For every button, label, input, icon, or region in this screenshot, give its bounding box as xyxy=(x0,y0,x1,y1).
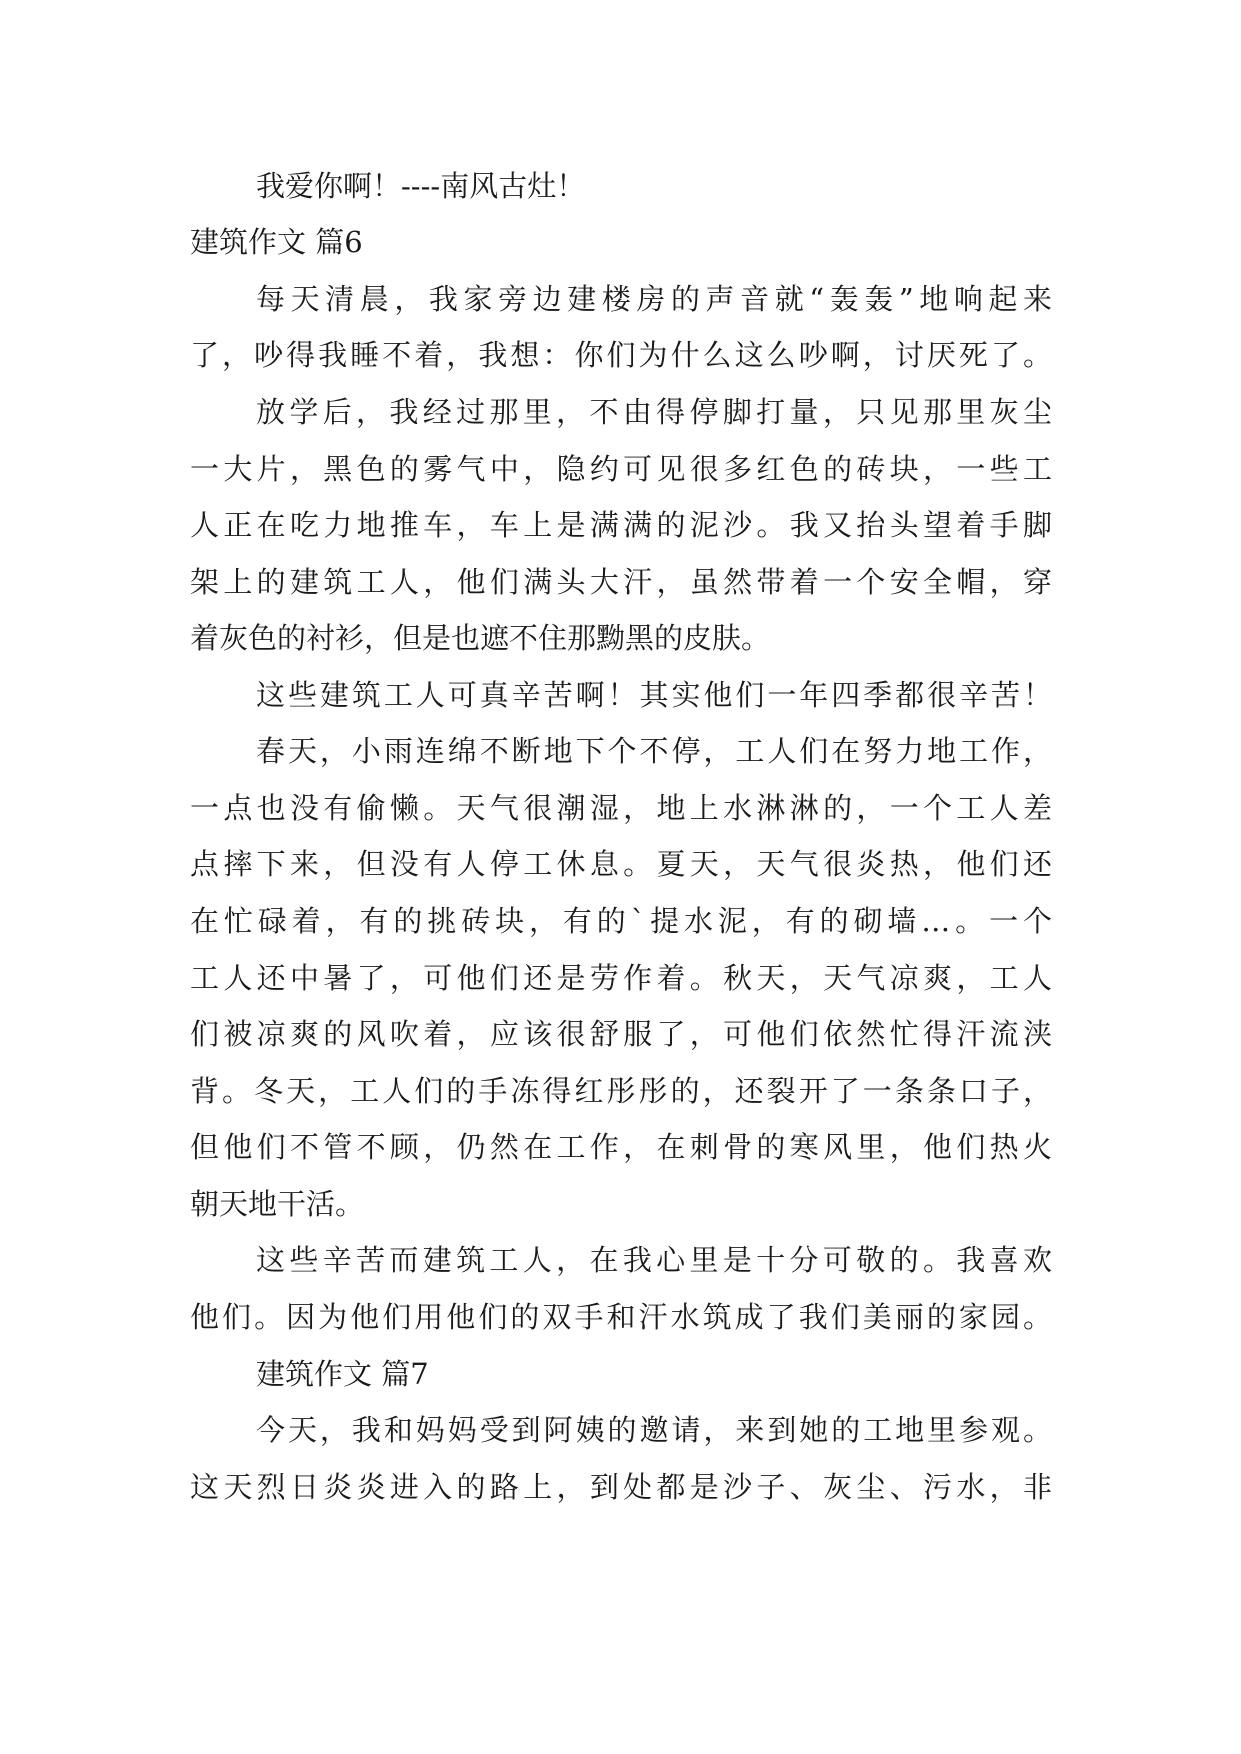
paragraph-line: 人正在吃力地推车，车上是满满的泥沙。我又抬头望着手脚 xyxy=(190,508,1052,542)
paragraph-line: 了，吵得我睡不着，我想：你们为什么这么吵啊，讨厌死了。 xyxy=(190,338,1052,372)
paragraph-line: 们被凉爽的风吹着，应该很舒服了，可他们依然忙得汗流浃 xyxy=(190,1017,1052,1051)
paragraph-line: 一点也没有偷懒。天气很潮湿，地上水淋淋的，一个工人差 xyxy=(190,791,1052,825)
paragraph-line: 工人还中暑了，可他们还是劳作着。秋天，天气凉爽，工人 xyxy=(190,961,1052,995)
paragraph-line: 春天，小雨连绵不断地下个不停，工人们在努力地工作， xyxy=(256,734,1052,768)
closing-line: 我爱你啊！----南风古灶！ xyxy=(256,169,586,203)
paragraph-line: 点摔下来，但没有人停工休息。夏天，天气很炎热，他们还 xyxy=(190,847,1052,881)
paragraph-line: 每天清晨，我家旁边建楼房的声音就“轰轰”地响起来 xyxy=(256,282,1052,316)
paragraph-line: 架上的建筑工人，他们满头大汗，虽然带着一个安全帽，穿 xyxy=(190,565,1052,599)
section-heading-7: 建筑作文 篇7 xyxy=(256,1357,429,1391)
paragraph-line: 放学后，我经过那里，不由得停脚打量，只见那里灰尘 xyxy=(256,395,1052,429)
paragraph-line: 这些辛苦而建筑工人，在我心里是十分可敬的。我喜欢 xyxy=(256,1243,1052,1277)
section-heading-6: 建筑作文 篇6 xyxy=(190,225,363,259)
paragraph-line: 但他们不管不顾，仍然在工作，在刺骨的寒风里，他们热火 xyxy=(190,1130,1052,1164)
paragraph-line: 背。冬天，工人们的手冻得红彤彤的，还裂开了一条条口子， xyxy=(190,1074,1052,1108)
paragraph-line: 这些建筑工人可真辛苦啊！其实他们一年四季都很辛苦！ xyxy=(256,678,1052,712)
paragraph-line: 在忙碌着，有的挑砖块，有的`提水泥，有的砌墙…。一个 xyxy=(190,904,1052,938)
paragraph-line: 这天烈日炎炎进入的路上，到处都是沙子、灰尘、污水，非 xyxy=(190,1470,1052,1504)
paragraph-line: 他们。因为他们用他们的双手和汗水筑成了我们美丽的家园。 xyxy=(190,1300,1052,1334)
paragraph-line: 一大片，黑色的雾气中，隐约可见很多红色的砖块，一些工 xyxy=(190,452,1052,486)
paragraph-line: 朝天地干活。 xyxy=(190,1187,365,1221)
paragraph-line: 今天，我和妈妈受到阿姨的邀请，来到她的工地里参观。 xyxy=(256,1413,1052,1447)
paragraph-line: 着灰色的衬衫，但是也遮不住那黝黑的皮肤。 xyxy=(190,621,771,655)
